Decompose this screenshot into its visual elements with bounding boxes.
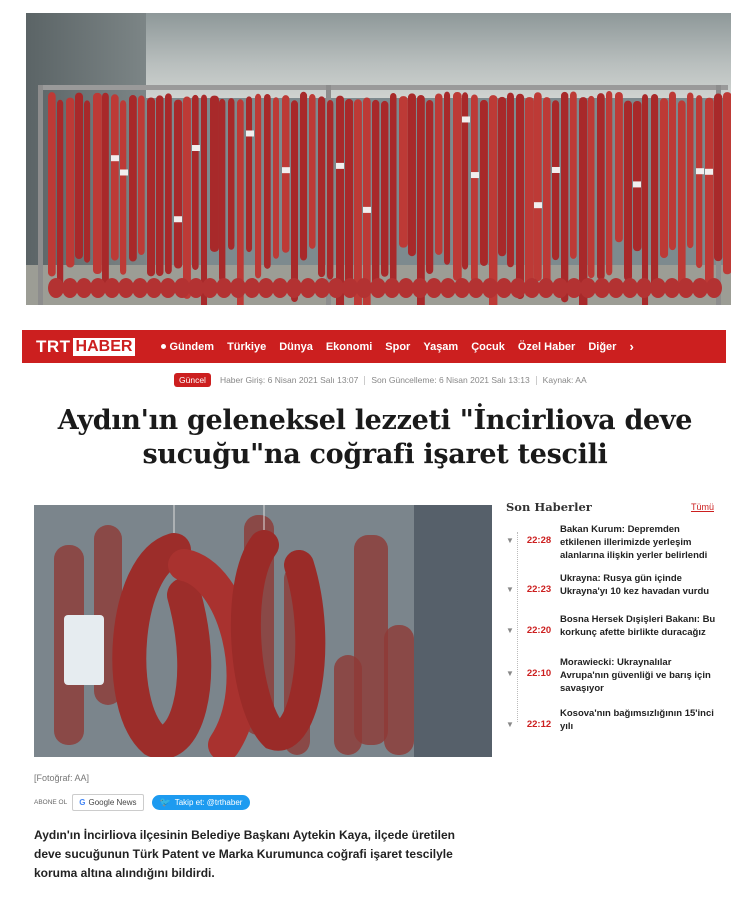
news-headline[interactable]: Bosna Hersek Dışişleri Bakanı: Bu korkunç afette birlikte duracağız (560, 614, 716, 638)
subscribe-label: ABONE OL (34, 799, 68, 806)
published-date: Haber Giriş: 6 Nisan 2021 Salı 13:07 (219, 375, 359, 385)
main-navbar (22, 330, 726, 363)
news-item[interactable] (506, 656, 716, 695)
share-row (34, 794, 250, 811)
triangle-down-icon: ▼ (506, 626, 514, 635)
news-item[interactable] (506, 707, 716, 733)
meta-divider (364, 376, 365, 385)
twitter-bird-icon: 🐦 (159, 797, 171, 807)
google-news-button[interactable]: G Google News (72, 794, 143, 811)
all-news-link[interactable]: Tümü (690, 502, 714, 512)
nav-item-gundem[interactable]: Gündem (161, 341, 214, 353)
source-label: Kaynak: AA (542, 375, 587, 385)
article-lead: Aydın'ın İncirliova ilçesinin Belediye Başkanı Aytekin Kaya, ilçede üretilen deve sucuğunun Türk Patent ve Marka Kurumunca coğrafi işaret tescilyle koruma altına alındığını bildirdi. (34, 828, 456, 880)
nav-item-diger[interactable]: Diğer (588, 340, 617, 353)
title-line-2: sucuğu"na coğrafi işaret tescili (142, 439, 608, 470)
nav-item-spor[interactable]: Spor (385, 340, 411, 353)
nav-item-dunya[interactable]: Dünya (279, 340, 313, 353)
nav-item-yasam[interactable]: Yaşam (423, 340, 459, 353)
active-dot-icon (161, 344, 166, 349)
triangle-down-icon: ▼ (506, 720, 514, 729)
nav-menu (161, 339, 633, 354)
title-line-1: Aydın'ın geleneksel lezzeti "İncirliova deve (57, 405, 693, 436)
news-headline[interactable]: Kosova'nın bağımsızlığının 15'inci yılı (560, 708, 714, 732)
nav-item-turkiye[interactable]: Türkiye (227, 340, 267, 353)
google-icon: G (79, 798, 86, 807)
news-time: 22:28 (526, 535, 552, 546)
trt-haber-logo[interactable] (36, 337, 135, 357)
nav-item-cocuk[interactable]: Çocuk (471, 340, 505, 353)
logo-haber: HABER (73, 338, 136, 356)
news-item[interactable] (506, 523, 716, 562)
news-time: 22:12 (526, 719, 552, 730)
news-time: 22:23 (526, 584, 552, 595)
news-headline[interactable]: Morawiecki: Ukraynalılar Avrupa'nın güvenliği ve barış için savaşıyor (560, 657, 711, 694)
news-item[interactable] (506, 613, 716, 639)
article-title (20, 404, 730, 472)
triangle-down-icon: ▼ (506, 536, 514, 545)
news-time: 22:20 (526, 625, 552, 636)
latest-news-header (506, 500, 714, 514)
latest-news-title: Son Haberler (506, 500, 592, 514)
article-image (34, 505, 492, 757)
news-headline[interactable]: Ukrayna: Rusya gün içinde Ukrayna'yı 10 kez havadan vurdu (560, 573, 710, 597)
hero-sausage-racks (26, 13, 731, 305)
triangle-down-icon: ▼ (506, 669, 514, 678)
news-time: 22:10 (526, 668, 552, 679)
triangle-down-icon: ▼ (506, 585, 514, 594)
twitter-follow-button[interactable]: 🐦 Takip et: @trthaber (152, 795, 251, 810)
nav-item-ozel-haber[interactable]: Özel Haber (517, 340, 576, 353)
photo-caption: [Fotoğraf: AA] (34, 773, 90, 783)
hero-image (26, 13, 731, 305)
meta-divider (536, 376, 537, 385)
category-badge[interactable]: Güncel (174, 373, 211, 387)
nav-item-ekonomi[interactable]: Ekonomi (325, 340, 373, 353)
news-headline[interactable]: Bakan Kurum: Depremden etkilenen illerimizde yerleşim alanlarına ilişkin yerler belirlendi (560, 524, 708, 561)
article-meta (174, 372, 587, 388)
news-item[interactable] (506, 572, 716, 598)
logo-trt: TRT (36, 336, 71, 356)
updated-date: Son Güncelleme: 6 Nisan 2021 Salı 13:13 (371, 375, 530, 385)
article-sausage-photo (34, 505, 492, 757)
chevron-right-icon[interactable]: › (629, 339, 634, 354)
